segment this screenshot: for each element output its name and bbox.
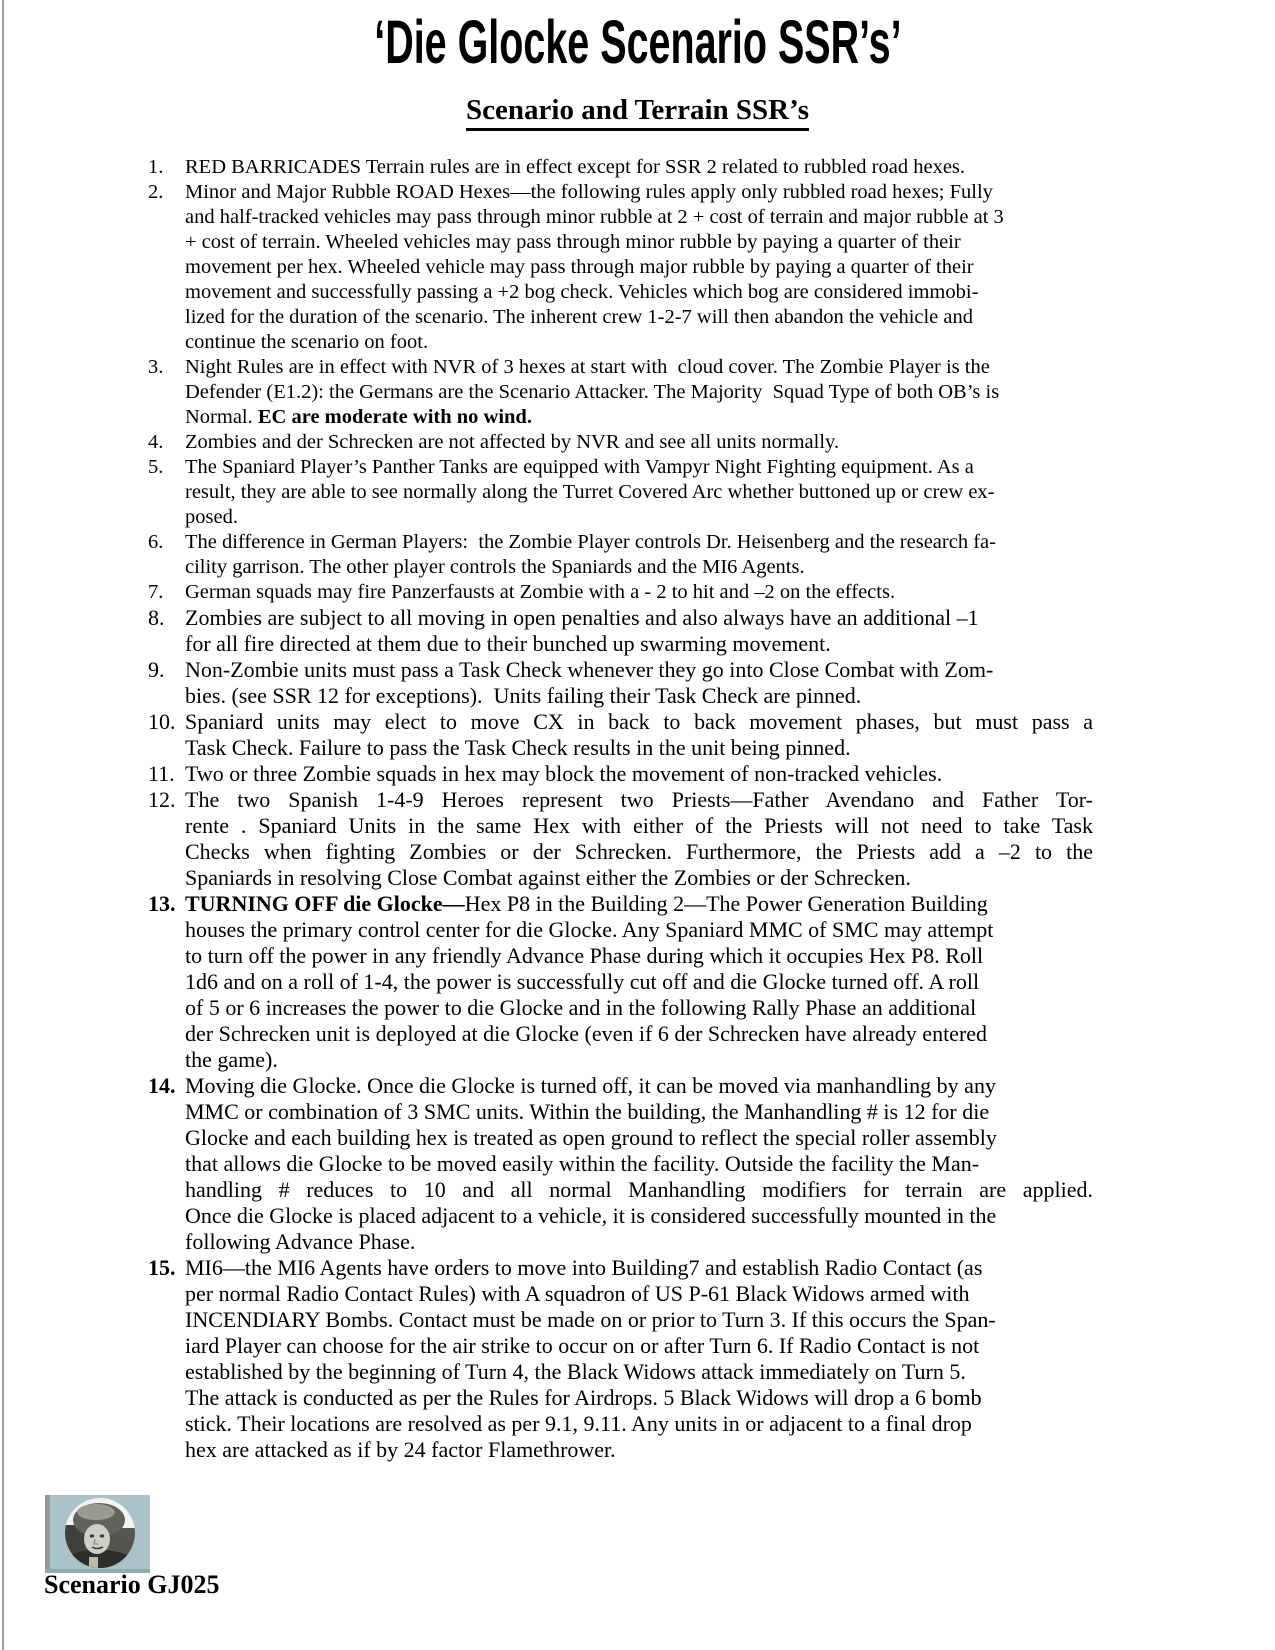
item-line (185, 761, 1093, 787)
item-line (185, 1047, 1093, 1073)
text-segment: The two Spanish 1-4-9 Heroes represent two Priests—Father Avendano and Father Tor- (185, 787, 1093, 812)
ssr-item (148, 430, 1093, 455)
item-number: 9. (148, 657, 165, 682)
text-segment: + cost of terrain. Wheeled vehicles may pass through minor rubble by paying a quarter of their (185, 231, 961, 253)
text-segment: stick. Their locations are resolved as per 9.1, 9.11. Any units in or adjacent to a final drop (185, 1411, 972, 1436)
item-line (185, 505, 1093, 530)
item-line (185, 1333, 1093, 1359)
text-segment: Two or three Zombie squads in hex may block the movement of non-tracked vehicles. (185, 761, 943, 786)
ssr-item (148, 155, 1093, 180)
bold-text-segment: TURNING OFF die Glocke— (185, 891, 465, 916)
item-number: 10. (148, 709, 176, 734)
ssr-item (148, 605, 1093, 657)
item-number: 14. (148, 1073, 176, 1098)
ssr-list (148, 155, 1093, 1463)
ssr-item (148, 1073, 1093, 1255)
text-segment: rente . Spaniard Units in the same Hex with either of the Priests will not need to take Task (185, 813, 1093, 838)
left-edge-line (2, 0, 4, 1650)
text-segment: Spaniard units may elect to move CX in back to back movement phases, but must pass a (185, 709, 1093, 734)
text-segment: The attack is conducted as per the Rules for Airdrops. 5 Black Widows will drop a 6 bomb (185, 1385, 982, 1410)
text-segment: to turn off the power in any friendly Advance Phase during which it occupies Hex P8. Roll (185, 943, 984, 968)
item-line (185, 480, 1093, 505)
item-line (185, 1125, 1093, 1151)
text-segment: following Advance Phase. (185, 1229, 416, 1254)
item-line (185, 230, 1093, 255)
item-number: 7. (148, 581, 164, 603)
text-segment: iard Player can choose for the air strike to occur on or after Turn 6. If Radio Contact is not (185, 1333, 980, 1358)
item-line (185, 605, 1093, 631)
item-line (185, 1203, 1093, 1229)
item-line (185, 1151, 1093, 1177)
item-number: 5. (148, 456, 164, 478)
item-line (185, 1281, 1093, 1307)
soldier-portrait-image (45, 1495, 150, 1573)
text-segment: movement per hex. Wheeled vehicle may pass through major rubble by paying a quarter of their (185, 256, 974, 278)
text-segment: and half-tracked vehicles may pass through minor rubble at 2 + cost of terrain and major rubble at 3 (185, 206, 1004, 228)
page-title-row (0, 6, 1275, 77)
text-segment: established by the beginning of Turn 4, the Black Widows attack immediately on Turn 5. (185, 1359, 966, 1384)
text-segment: movement and successfully passing a +2 bog check. Vehicles which bog are considered immobi- (185, 281, 979, 303)
item-line (185, 1359, 1093, 1385)
text-segment: the game). (185, 1047, 278, 1072)
item-line (185, 1385, 1093, 1411)
text-segment: Non-Zombie units must pass a Task Check whenever they go into Close Combat with Zom- (185, 657, 994, 682)
item-line (185, 280, 1093, 305)
item-line (185, 405, 1093, 430)
item-line (185, 839, 1093, 865)
text-segment: MI6—the MI6 Agents have orders to move into Building7 and establish Radio Contact (as (185, 1255, 983, 1280)
page-title: ‘Die Glocke Scenario SSR’s’ (373, 7, 902, 77)
text-segment: lized for the duration of the scenario. The inherent crew 1-2-7 will then abandon the vehicle and (185, 306, 974, 328)
item-line (185, 813, 1093, 839)
text-segment: 1d6 and on a roll of 1-4, the power is successfully cut off and die Glocke turned off. A roll (185, 969, 980, 994)
text-segment: continue the scenario on foot. (185, 331, 429, 353)
text-segment: RED BARRICADES Terrain rules are in effect except for SSR 2 related to rubbled road hexes. (185, 156, 966, 178)
item-line (185, 330, 1093, 355)
item-line (185, 305, 1093, 330)
text-segment: Defender (E1.2): the Germans are the Scenario Attacker. The Majority Squad Type of both OB’s is (185, 381, 1000, 403)
scenario-id-label: Scenario GJ025 (44, 1570, 220, 1599)
text-segment: Moving die Glocke. Once die Glocke is turned off, it can be moved via manhandling by any (185, 1073, 996, 1098)
ssr-item (148, 709, 1093, 761)
item-line (185, 995, 1093, 1021)
text-segment: The Spaniard Player’s Panther Tanks are equipped with Vampyr Night Fighting equipment. As a (185, 456, 974, 478)
ssr-item (148, 761, 1093, 787)
text-segment: Zombies and der Schrecken are not affected by NVR and see all units normally. (185, 431, 840, 453)
bold-text-segment: EC are moderate with no wind. (257, 406, 532, 428)
item-line (185, 891, 1093, 917)
ssr-item (148, 787, 1093, 891)
item-number: 4. (148, 431, 164, 453)
ssr-item (148, 455, 1093, 530)
text-segment: German squads may fire Panzerfausts at Zombie with a - 2 to hit and –2 on the effects. (185, 581, 896, 603)
text-segment: Task Check. Failure to pass the Task Check results in the unit being pinned. (185, 735, 851, 760)
item-line (185, 580, 1093, 605)
item-number: 12. (148, 787, 176, 812)
text-segment: MMC or combination of 3 SMC units. Within the building, the Manhandling # is 12 for die (185, 1099, 990, 1124)
text-segment: INCENDIARY Bombs. Contact must be made on or prior to Turn 3. If this occurs the Span- (185, 1307, 996, 1332)
ssr-item (148, 657, 1093, 709)
text-segment: for all fire directed at them due to their bunched up swarming movement. (185, 631, 831, 656)
text-segment: handling # reduces to 10 and all normal Manhandling modifiers for terrain are applied. (185, 1177, 1093, 1202)
item-number: 6. (148, 531, 164, 553)
text-segment: der Schrecken unit is deployed at die Glocke (even if 6 der Schrecken have already entered (185, 1021, 988, 1046)
item-line (185, 735, 1093, 761)
text-segment: Hex P8 in the Building 2—The Power Generation Building (464, 891, 988, 916)
section-heading: Scenario and Terrain SSR’s (466, 94, 809, 131)
item-number: 13. (148, 891, 176, 916)
text-segment: that allows die Glocke to be moved easily within the facility. Outside the facility the Man- (185, 1151, 980, 1176)
text-segment: Night Rules are in effect with NVR of 3 hexes at start with cloud cover. The Zombie Player is the (185, 356, 990, 378)
item-line (185, 1437, 1093, 1463)
text-segment: Once die Glocke is placed adjacent to a vehicle, it is considered successfully mounted in the (185, 1203, 997, 1228)
item-line (185, 255, 1093, 280)
ssr-item (148, 580, 1093, 605)
item-line (185, 1307, 1093, 1333)
text-segment: Glocke and each building hex is treated as open ground to reflect the special roller assembly (185, 1125, 997, 1150)
item-line (185, 430, 1093, 455)
item-line (185, 555, 1093, 580)
item-line (185, 683, 1093, 709)
item-line (185, 455, 1093, 480)
item-line (185, 180, 1093, 205)
item-number: 8. (148, 605, 165, 630)
text-segment: cility garrison. The other player controls the Spaniards and the MI6 Agents. (185, 556, 805, 578)
ssr-item (148, 891, 1093, 1073)
text-segment: result, they are able to see normally along the Turret Covered Arc whether buttoned up or crew ex- (185, 481, 995, 503)
item-line (185, 1099, 1093, 1125)
item-number: 1. (148, 156, 164, 178)
item-line (185, 155, 1093, 180)
item-number: 11. (148, 761, 175, 786)
item-line (185, 380, 1093, 405)
text-segment: Normal. (185, 406, 258, 428)
item-line (185, 631, 1093, 657)
text-segment: per normal Radio Contact Rules) with A squadron of US P-61 Black Widows armed with (185, 1281, 970, 1306)
item-line (185, 787, 1093, 813)
text-segment: posed. (185, 506, 238, 528)
text-segment: Zombies are subject to all moving in open penalties and also always have an additional –1 (185, 605, 979, 630)
item-line (185, 530, 1093, 555)
section-heading-row (0, 94, 1275, 131)
text-segment: hex are attacked as if by 24 factor Flamethrower. (185, 1437, 616, 1462)
item-number: 3. (148, 356, 164, 378)
item-line (185, 943, 1093, 969)
item-number: 2. (148, 181, 164, 203)
ssr-item (148, 530, 1093, 580)
item-line (185, 1255, 1093, 1281)
item-number: 15. (148, 1255, 176, 1280)
item-line (185, 1073, 1093, 1099)
item-line (185, 657, 1093, 683)
text-segment: The difference in German Players: the Zombie Player controls Dr. Heisenberg and the research fa- (185, 531, 996, 553)
item-line (185, 917, 1093, 943)
text-segment: houses the primary control center for die Glocke. Any Spaniard MMC of SMC may attempt (185, 917, 994, 942)
item-line (185, 355, 1093, 380)
text-segment: bies. (see SSR 12 for exceptions). Units failing their Task Check are pinned. (185, 683, 862, 708)
item-line (185, 709, 1093, 735)
item-line (185, 1229, 1093, 1255)
item-line (185, 1411, 1093, 1437)
text-segment: of 5 or 6 increases the power to die Glocke and in the following Rally Phase an additional (185, 995, 977, 1020)
item-line (185, 1021, 1093, 1047)
text-segment: Minor and Major Rubble ROAD Hexes—the following rules apply only rubbled road hexes; Fully (185, 181, 993, 203)
ssr-item (148, 1255, 1093, 1463)
ssr-item (148, 355, 1093, 430)
item-line (185, 1177, 1093, 1203)
item-line (185, 865, 1093, 891)
item-line (185, 969, 1093, 995)
text-segment: Spaniards in resolving Close Combat against either the Zombies or der Schrecken. (185, 865, 911, 890)
text-segment: Checks when fighting Zombies or der Schrecken. Furthermore, the Priests add a –2 to the (185, 839, 1093, 864)
ssr-item (148, 180, 1093, 355)
item-line (185, 205, 1093, 230)
